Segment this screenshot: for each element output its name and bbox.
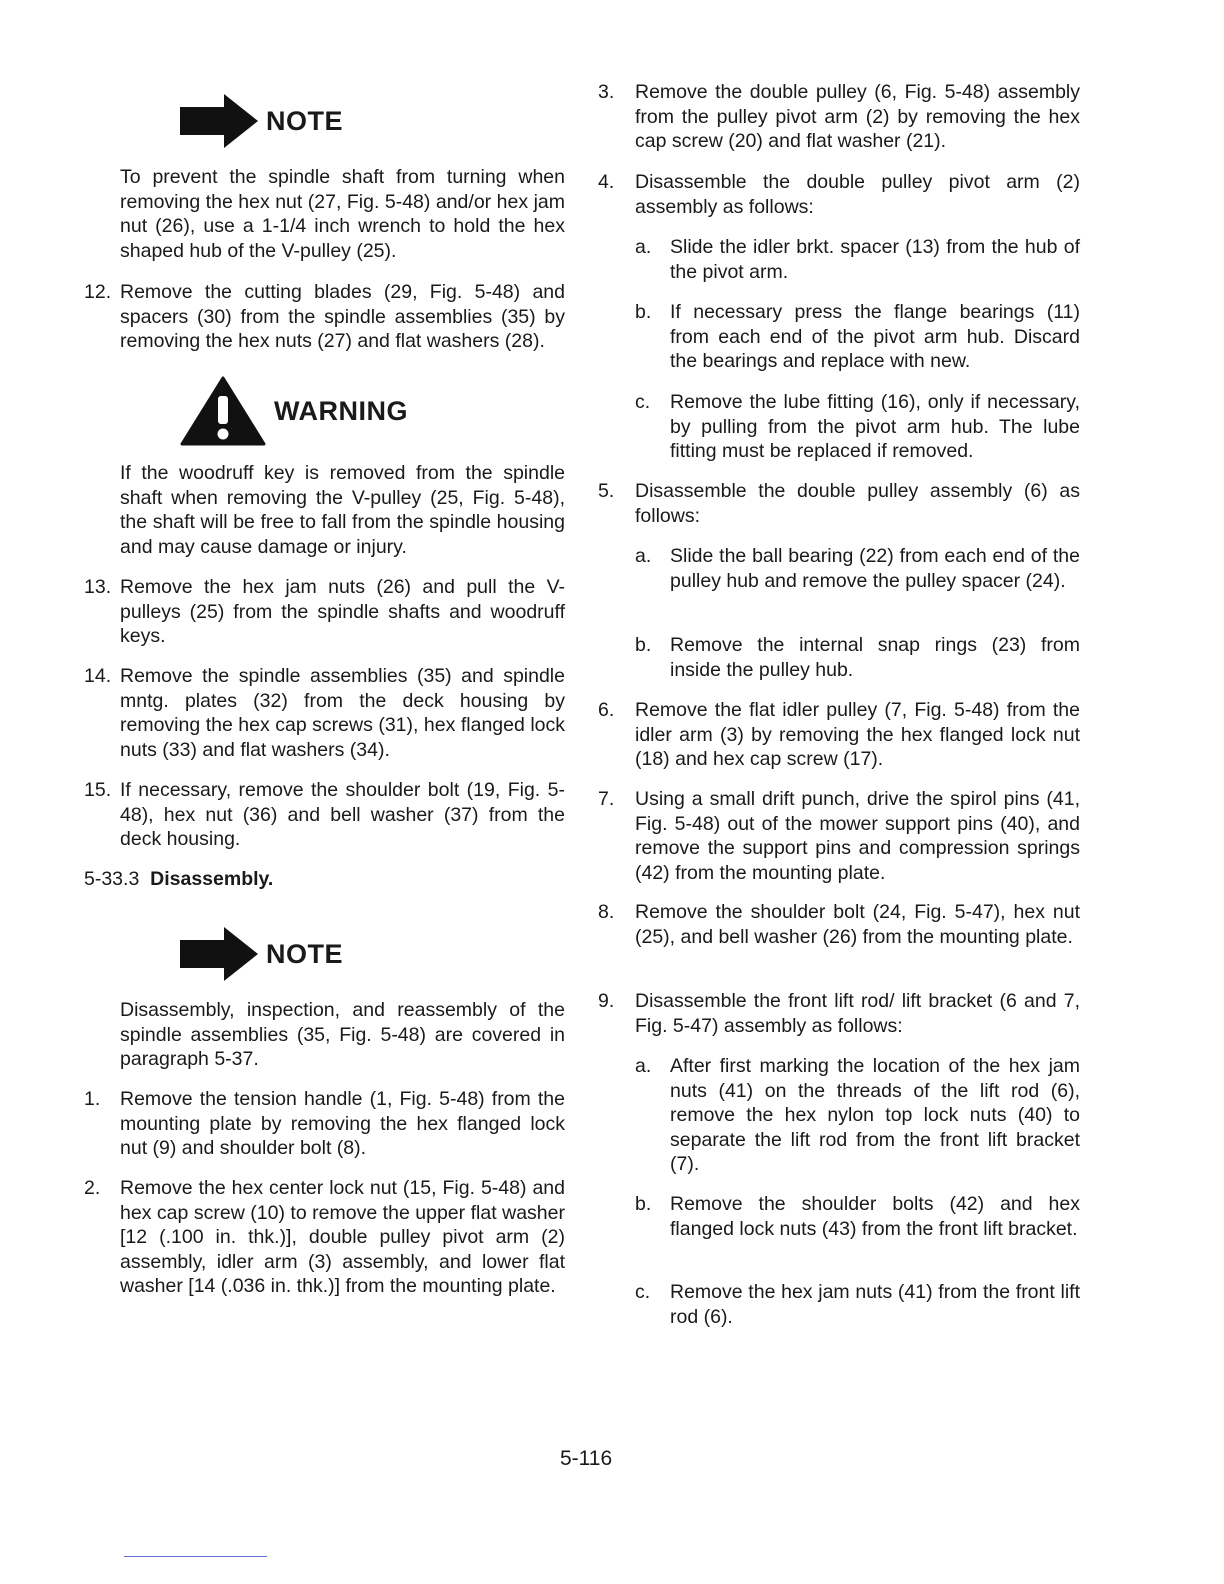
note-callout-1 [180,94,343,148]
warning-triangle-icon [180,376,266,446]
footer-divider [124,1556,267,1557]
note-callout-2 [180,927,343,981]
page-number: 5-116 [560,1447,613,1470]
note-label: NOTE [266,105,344,136]
arrow-icon [180,927,258,981]
note-text: To prevent the spindle shaft from turning when removing the hex nut (27, Fig. 5-48) and/or hex jam nut (26), use a 1-1/4 inch wrench to hold the hex shaped hub of the V-pulley (25). [120,166,565,262]
note-label: NOTE [266,938,344,969]
warning-text: If the woodruff key is removed from the spindle shaft when removing the V-pulley (25, Fig. 5-48), the shaft will be free to fall from the spindle housing and may cause damage or injury. [120,462,565,558]
section-heading: 5-33.3 Disassembly. [84,868,274,890]
note-text: Disassembly, inspection, and reassembly of the spindle assemblies (35, Fig. 5-48) are covered in paragraph 5-37. [120,999,565,1070]
warning-callout [180,376,408,446]
warning-label: WARNING [274,395,408,426]
arrow-icon [180,94,258,148]
